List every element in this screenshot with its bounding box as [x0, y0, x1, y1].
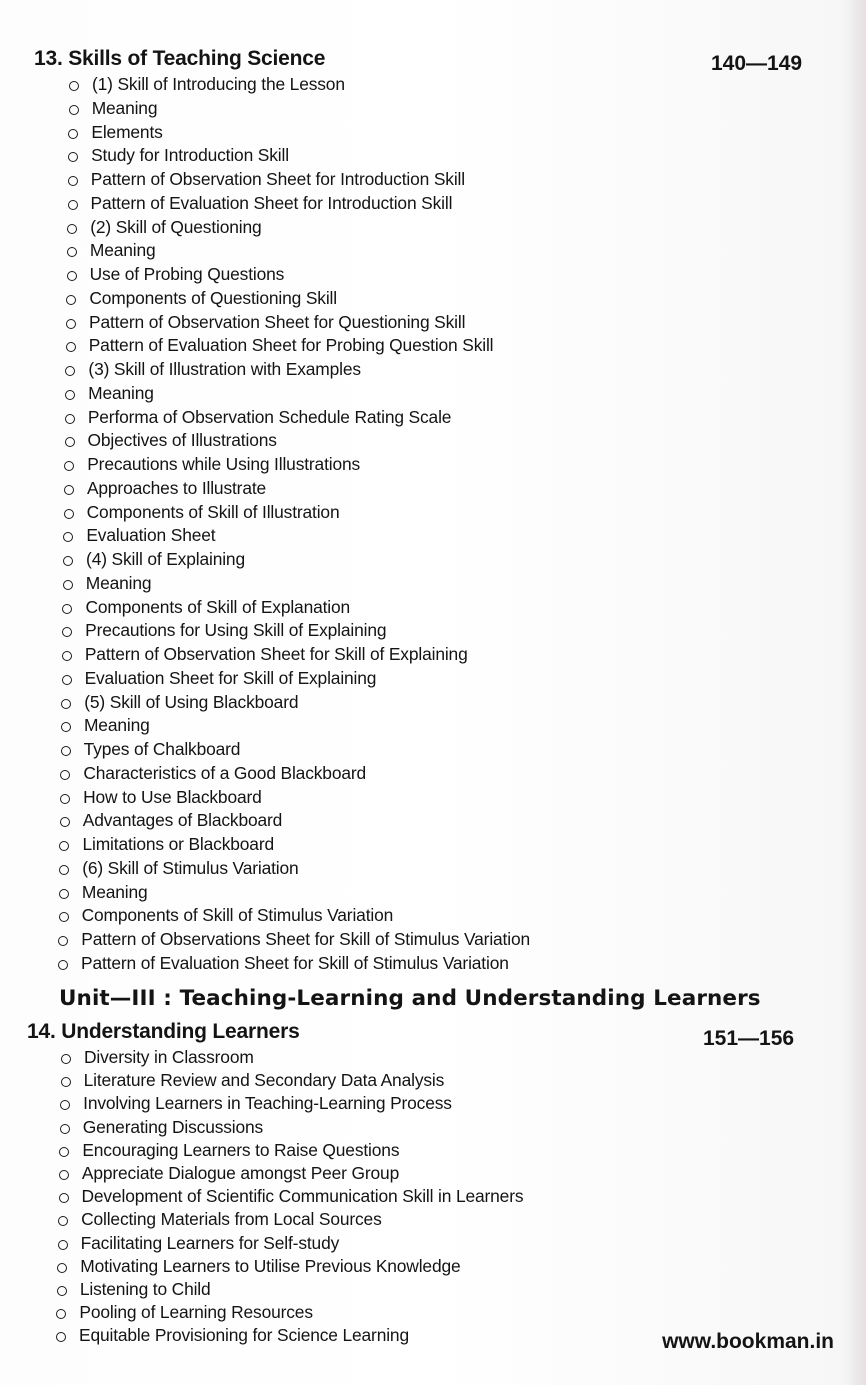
- topic-item-label: Pattern of Observation Sheet for Skill of Explaining: [84, 644, 468, 664]
- topic-item: [58, 1232, 339, 1254]
- hollow-circle-bullet-icon: [68, 176, 78, 186]
- topic-item: [60, 786, 262, 808]
- topic-item: [61, 1069, 445, 1091]
- hollow-circle-bullet-icon: [62, 604, 72, 614]
- topic-item: [61, 1046, 254, 1068]
- topic-item: [57, 1255, 460, 1277]
- topic-item-label: (1) Skill of Introducing the Lesson: [92, 74, 345, 94]
- topic-item: [62, 667, 377, 689]
- topic-item: [61, 714, 150, 736]
- topic-item-label: Meaning: [85, 572, 152, 593]
- hollow-circle-bullet-icon: [64, 509, 74, 519]
- topic-item-label: Collecting Materials from Local Sources: [81, 1209, 382, 1230]
- hollow-circle-bullet-icon: [61, 1054, 71, 1064]
- hollow-circle-bullet-icon: [66, 342, 76, 352]
- topic-item: [59, 857, 298, 879]
- hollow-circle-bullet-icon: [66, 295, 76, 305]
- topic-item: [65, 429, 277, 451]
- hollow-circle-bullet-icon: [63, 580, 73, 590]
- topic-item-label: Characteristics of a Good Blackboard: [83, 762, 367, 783]
- hollow-circle-bullet-icon: [60, 1100, 70, 1110]
- hollow-circle-bullet-icon: [65, 390, 75, 400]
- topic-item: [59, 1185, 524, 1207]
- topic-item: [58, 1208, 382, 1230]
- topic-item-label: (5) Skill of Using Blackboard: [84, 691, 299, 712]
- page-edge-shadow: [852, 0, 866, 1385]
- hollow-circle-bullet-icon: [67, 247, 77, 257]
- topic-item: [67, 239, 156, 261]
- topic-item-label: Meaning: [81, 881, 148, 902]
- topic-item-label: Meaning: [91, 97, 158, 118]
- hollow-circle-bullet-icon: [65, 366, 75, 376]
- topic-item-label: Pattern of Evaluation Sheet for Skill of Stimulus Variation: [81, 952, 509, 973]
- chapter-13-page-range: 140—149: [711, 52, 803, 75]
- chapter-14-title: 14. Understanding Learners: [27, 1020, 300, 1043]
- topic-item: [66, 334, 494, 356]
- topic-item: [64, 501, 340, 523]
- hollow-circle-bullet-icon: [61, 746, 71, 756]
- hollow-circle-bullet-icon: [65, 437, 75, 447]
- topic-item-label: Involving Learners in Teaching-Learning Process: [83, 1093, 452, 1114]
- topic-item-label: Advantages of Blackboard: [82, 810, 283, 831]
- topic-item-label: Pooling of Learning Resources: [79, 1302, 313, 1323]
- topic-item-label: Performa of Observation Schedule Rating Scale: [87, 406, 452, 427]
- topic-item: [59, 1139, 399, 1161]
- topic-item: [61, 691, 298, 713]
- topic-item-label: Appreciate Dialogue amongst Peer Group: [81, 1163, 400, 1183]
- topic-item-label: Precautions for Using Skill of Explaining: [85, 620, 387, 641]
- topic-item-label: Limitations or Blackboard: [82, 834, 274, 854]
- topic-item: [69, 97, 158, 119]
- topic-item-label: Meaning: [83, 715, 150, 736]
- topic-item-label: (3) Skill of Illustration with Examples: [88, 359, 361, 379]
- unit-3-heading: Unit—III : Teaching-Learning and Understanding Learners: [59, 986, 761, 1011]
- hollow-circle-bullet-icon: [61, 722, 71, 732]
- topic-item: [63, 572, 152, 594]
- hollow-circle-bullet-icon: [57, 1286, 67, 1296]
- hollow-circle-bullet-icon: [60, 817, 70, 827]
- hollow-circle-bullet-icon: [60, 794, 70, 804]
- publisher-website: www.bookman.in: [662, 1330, 834, 1353]
- topic-item-label: How to Use Blackboard: [83, 786, 262, 807]
- topic-item-label: Motivating Learners to Utilise Previous Knowledge: [80, 1255, 461, 1276]
- topic-item-label: Pattern of Evaluation Sheet for Introduction Skill: [90, 192, 453, 213]
- topic-item-label: Equitable Provisioning for Science Learning: [79, 1325, 409, 1346]
- hollow-circle-bullet-icon: [59, 1193, 69, 1203]
- hollow-circle-bullet-icon: [68, 152, 78, 162]
- topic-item-label: Pattern of Observation Sheet for Introduction Skill: [90, 169, 465, 189]
- hollow-circle-bullet-icon: [66, 319, 76, 329]
- topic-item: [65, 358, 361, 380]
- hollow-circle-bullet-icon: [68, 129, 78, 139]
- hollow-circle-bullet-icon: [59, 889, 69, 899]
- topic-item-label: Components of Questioning Skill: [89, 287, 337, 308]
- hollow-circle-bullet-icon: [60, 1124, 70, 1134]
- hollow-circle-bullet-icon: [69, 81, 79, 91]
- chapter-14-page-range: 151—156: [703, 1027, 795, 1050]
- hollow-circle-bullet-icon: [58, 936, 68, 946]
- topic-item: [59, 881, 148, 903]
- hollow-circle-bullet-icon: [56, 1309, 66, 1319]
- hollow-circle-bullet-icon: [67, 271, 77, 281]
- topic-item-label: Listening to Child: [79, 1279, 211, 1299]
- topic-item-label: Use of Probing Questions: [89, 264, 285, 284]
- hollow-circle-bullet-icon: [61, 1077, 71, 1087]
- topic-item: [61, 738, 241, 760]
- hollow-circle-bullet-icon: [59, 865, 69, 875]
- topic-item: [58, 928, 530, 950]
- topic-item: [69, 73, 345, 95]
- topic-item: [63, 548, 245, 570]
- topic-item: [56, 1324, 409, 1346]
- hollow-circle-bullet-icon: [69, 105, 79, 115]
- hollow-circle-bullet-icon: [68, 200, 78, 210]
- hollow-circle-bullet-icon: [60, 770, 70, 780]
- topic-item-label: Encouraging Learners to Raise Questions: [82, 1139, 400, 1160]
- hollow-circle-bullet-icon: [59, 912, 69, 922]
- hollow-circle-bullet-icon: [64, 461, 74, 471]
- topic-item-label: Pattern of Observations Sheet for Skill of Stimulus Variation: [81, 929, 530, 949]
- topic-item: [65, 406, 451, 428]
- topic-item: [60, 809, 282, 831]
- topic-item-label: (4) Skill of Explaining: [86, 549, 245, 569]
- topic-item-label: Generating Discussions: [82, 1116, 264, 1137]
- topic-item: [56, 1301, 312, 1323]
- hollow-circle-bullet-icon: [64, 485, 74, 495]
- topic-item: [62, 596, 350, 618]
- hollow-circle-bullet-icon: [63, 556, 73, 566]
- topic-item-label: Elements: [91, 121, 163, 142]
- topic-item-label: Study for Introduction Skill: [91, 145, 289, 166]
- topic-item: [60, 1116, 263, 1138]
- topic-item-label: Literature Review and Secondary Data Analysis: [83, 1070, 445, 1091]
- topic-item-label: Meaning: [89, 240, 156, 261]
- topic-item-label: Components of Skill of Explanation: [85, 596, 351, 617]
- topic-item: [66, 311, 465, 333]
- topic-item-label: Evaluation Sheet for Skill of Explaining: [84, 667, 377, 688]
- topic-item: [65, 382, 154, 404]
- topic-item: [68, 168, 465, 190]
- hollow-circle-bullet-icon: [65, 414, 75, 424]
- topic-item-label: Pattern of Observation Sheet for Questioning Skill: [89, 311, 466, 332]
- topic-item: [67, 216, 261, 238]
- topic-item-label: Components of Skill of Illustration: [86, 501, 340, 522]
- hollow-circle-bullet-icon: [59, 1170, 69, 1180]
- topic-item: [68, 121, 162, 143]
- topic-item-label: Diversity in Classroom: [84, 1047, 254, 1067]
- topic-item-label: Types of Chalkboard: [83, 739, 241, 759]
- topic-item: [63, 524, 215, 546]
- topic-item-label: Development of Scientific Communication Skill in Learners: [81, 1186, 524, 1207]
- topic-item: [62, 643, 468, 665]
- hollow-circle-bullet-icon: [62, 651, 72, 661]
- topic-item: [66, 287, 337, 309]
- hollow-circle-bullet-icon: [59, 1147, 69, 1157]
- topic-item: [67, 263, 285, 285]
- hollow-circle-bullet-icon: [59, 841, 69, 851]
- topic-item: [59, 904, 394, 926]
- topic-item-label: Pattern of Evaluation Sheet for Probing Question Skill: [88, 335, 494, 356]
- hollow-circle-bullet-icon: [56, 1332, 66, 1342]
- hollow-circle-bullet-icon: [62, 627, 72, 637]
- topic-item: [60, 762, 366, 784]
- hollow-circle-bullet-icon: [61, 699, 71, 709]
- topic-item-label: Objectives of Illustrations: [87, 430, 277, 451]
- hollow-circle-bullet-icon: [57, 1263, 67, 1273]
- hollow-circle-bullet-icon: [62, 675, 72, 685]
- topic-item: [59, 833, 274, 855]
- hollow-circle-bullet-icon: [58, 1216, 68, 1226]
- topic-item-label: Precautions while Using Illustrations: [87, 454, 361, 474]
- topic-item-label: Approaches to Illustrate: [86, 477, 267, 498]
- hollow-circle-bullet-icon: [58, 960, 68, 970]
- topic-item-label: Components of Skill of Stimulus Variation: [81, 905, 394, 926]
- topic-item-label: (6) Skill of Stimulus Variation: [82, 857, 299, 878]
- topic-item: [68, 144, 289, 166]
- topic-item: [57, 1278, 211, 1300]
- topic-item: [58, 952, 509, 974]
- topic-item: [59, 1162, 399, 1184]
- topic-item: [62, 619, 386, 641]
- topic-item: [64, 453, 360, 475]
- topic-item: [60, 1092, 452, 1114]
- hollow-circle-bullet-icon: [58, 1240, 68, 1250]
- chapter-13-title: 13. Skills of Teaching Science: [34, 47, 326, 70]
- topic-item-label: Evaluation Sheet: [86, 525, 216, 546]
- hollow-circle-bullet-icon: [67, 224, 77, 234]
- hollow-circle-bullet-icon: [63, 532, 73, 542]
- topic-item-label: Meaning: [88, 382, 154, 403]
- topic-item: [64, 477, 266, 499]
- topic-item: [68, 192, 453, 214]
- topic-item-label: Facilitating Learners for Self-study: [80, 1232, 340, 1253]
- topic-item-label: (2) Skill of Questioning: [90, 216, 262, 237]
